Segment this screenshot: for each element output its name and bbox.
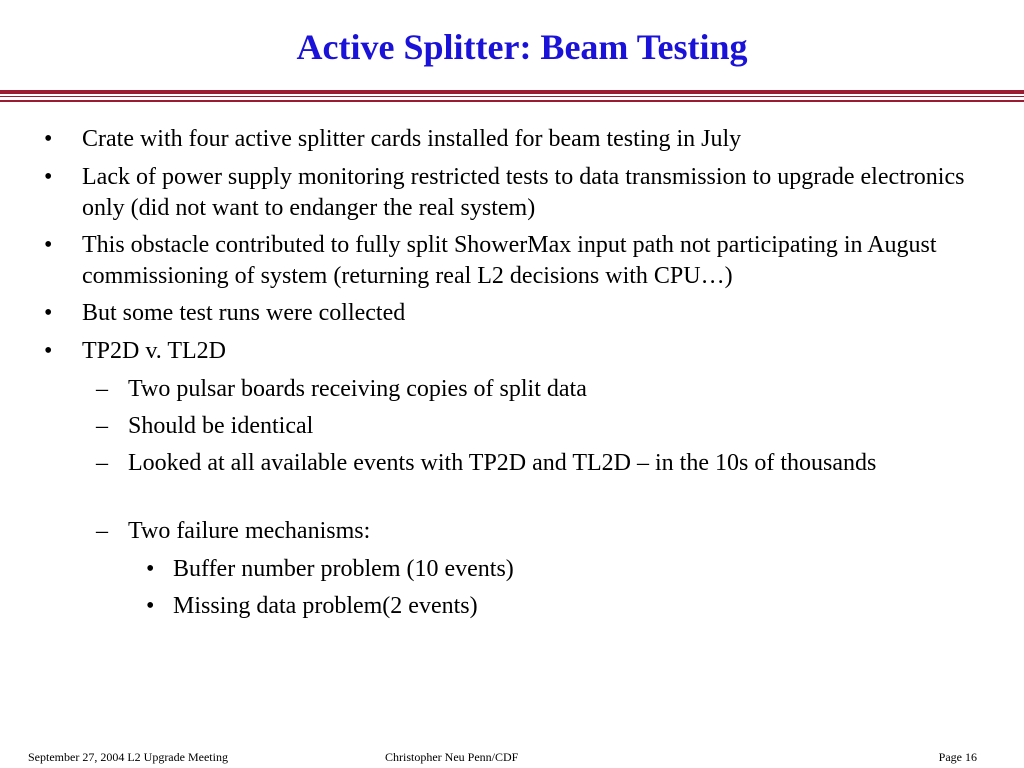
sub-bullet-marker: –	[96, 518, 108, 544]
sub-bullet-item: Looked at all available events with TP2D and TL2D – in the 10s of thousands	[128, 450, 877, 476]
footer-date-meeting: September 27, 2004 L2 Upgrade Meeting	[28, 750, 228, 764]
sub-bullet-item: Two failure mechanisms:	[128, 518, 371, 544]
sub-bullet-marker: –	[96, 413, 108, 439]
slide-title: Active Splitter: Beam Testing	[296, 27, 748, 67]
bullet-marker: •	[44, 300, 53, 326]
sub-bullet-item: Two pulsar boards receiving copies of split data	[128, 376, 587, 402]
sub-bullet-marker: –	[96, 450, 108, 476]
bullet-item: This obstacle contributed to fully split ShowerMax input path not participating in August commissioning of system (returning real L2 decisions with CPU…)	[82, 232, 937, 289]
title-divider-thick	[0, 90, 1024, 94]
bullet-item: Crate with four active splitter cards installed for beam testing in July	[82, 126, 742, 152]
bullet-marker: •	[44, 126, 53, 152]
bullet-item: Lack of power supply monitoring restricted tests to data transmission to upgrade electronics only (did not want to endanger the real system)	[82, 164, 965, 221]
footer-page-number: Page 16	[938, 750, 977, 764]
sub-bullet-item: Should be identical	[128, 413, 314, 439]
bullet-item: TP2D v. TL2D	[82, 338, 226, 364]
sub-bullet-marker: –	[96, 376, 108, 402]
sub-sub-bullet-item: Missing data problem(2 events)	[173, 593, 478, 619]
bullet-marker: •	[44, 232, 53, 258]
sub-sub-bullet-item: Buffer number problem (10 events)	[173, 556, 514, 582]
bullet-item: But some test runs were collected	[82, 300, 406, 326]
bullet-marker: •	[44, 164, 53, 190]
sub-sub-bullet-marker: •	[146, 593, 155, 619]
title-divider-thin	[0, 96, 1024, 97]
sub-sub-bullet-marker: •	[146, 556, 155, 582]
title-divider-bottom	[0, 100, 1024, 102]
footer-author: Christopher Neu Penn/CDF	[385, 750, 519, 764]
bullet-marker: •	[44, 338, 53, 364]
